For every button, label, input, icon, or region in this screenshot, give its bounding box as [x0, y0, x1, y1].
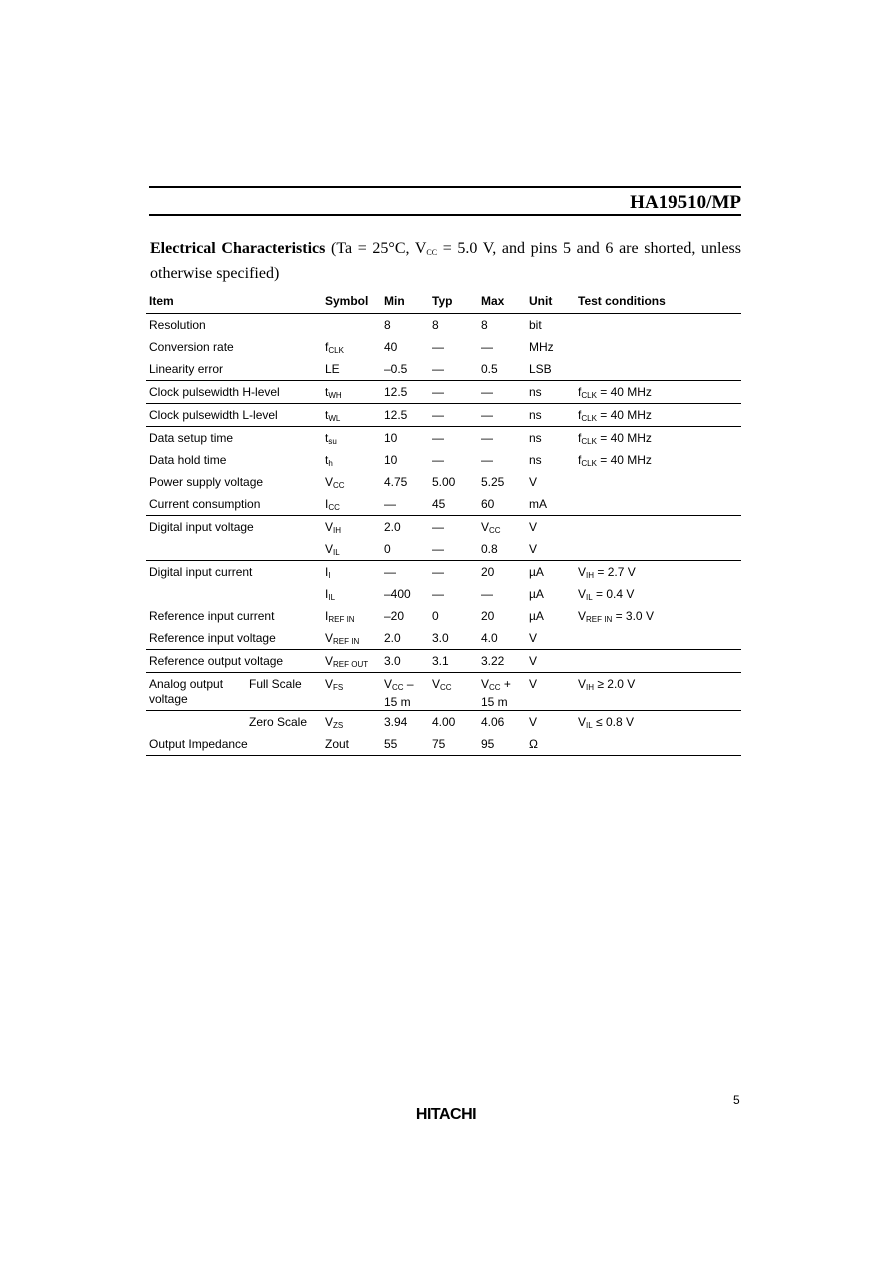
cell-symbol — [325, 497, 340, 512]
condition-post: = 5.0 V, and pins 5 and 6 are shorted, unless otherwise specified) — [150, 240, 742, 282]
max-text: — — [481, 340, 493, 354]
cell-min: –20 — [384, 609, 405, 623]
cell-max: 95 — [481, 737, 495, 751]
cond-sub: CLK — [581, 391, 597, 400]
cell-item: Output Impedance — [149, 737, 248, 751]
cell-condition — [578, 431, 652, 446]
cell-min: –0.5 — [384, 362, 408, 376]
cell-unit: ns — [529, 453, 542, 467]
cell-unit: µA — [529, 565, 544, 579]
cell-min: 10 — [384, 453, 398, 467]
cell-symbol — [325, 677, 343, 692]
section-title: Electrical Characteristics — [150, 240, 326, 257]
cell-min: 4.75 — [384, 475, 408, 489]
symbol-text: t — [325, 453, 329, 467]
symbol-text: V — [325, 631, 334, 645]
cell-condition — [578, 453, 652, 468]
symbol-text: t — [325, 408, 329, 422]
cell-typ: 5.00 — [432, 475, 456, 489]
max-sub: CC — [489, 683, 501, 692]
max-sub: CC — [489, 526, 501, 535]
cell-unit: LSB — [529, 362, 552, 376]
cell-unit: V — [529, 542, 538, 556]
cell-typ: 45 — [432, 497, 446, 511]
cell-min: — — [384, 565, 396, 579]
cell-typ: — — [432, 587, 444, 601]
symbol-text: I — [325, 497, 329, 511]
cell-symbol — [325, 385, 342, 400]
cond-text: f — [578, 431, 582, 445]
cell-unit: V — [529, 631, 538, 645]
cond-sub: IL — [586, 593, 593, 602]
cell-min: 0 — [384, 542, 391, 556]
cell-max — [481, 362, 498, 376]
cell-typ: 3.1 — [432, 654, 449, 668]
cell-unit: Ω — [529, 737, 538, 751]
col-unit: Unit — [529, 294, 553, 308]
cell-item: Digital input current — [149, 565, 253, 579]
cond-text: V — [578, 565, 587, 579]
cell-min: 2.0 — [384, 631, 401, 645]
max-text: — — [481, 453, 493, 467]
cell-max: 4.06 — [481, 715, 505, 729]
table-row — [146, 561, 741, 583]
cell-min: 10 — [384, 431, 398, 445]
col-item: Item — [149, 294, 174, 308]
cell-item: Digital input voltage — [149, 520, 254, 534]
cell-max — [481, 318, 488, 332]
cell-unit: V — [529, 475, 538, 489]
table-row-output-impedance — [146, 733, 741, 756]
cell-max — [481, 431, 493, 445]
cell-item: Linearity error — [149, 362, 224, 376]
symbol-sub: IL — [328, 593, 336, 602]
cell-max — [481, 453, 493, 467]
col-typ: Typ — [432, 294, 453, 308]
col-test-conditions: Test conditions — [578, 294, 666, 308]
condition-pre: (Ta = 25°C, V — [325, 240, 427, 257]
cell-typ: 8 — [432, 318, 439, 332]
cond-sub: IL — [586, 721, 593, 730]
cond-sub: IH — [586, 571, 595, 580]
symbol-text: LE — [325, 362, 340, 376]
cell-unit: ns — [529, 431, 542, 445]
cell-max — [481, 631, 498, 645]
symbol-sub: ZS — [333, 721, 344, 730]
cell-typ: — — [432, 431, 444, 445]
cell-item: Conversion rate — [149, 340, 234, 354]
cell-item: Data hold time — [149, 453, 227, 467]
cell-condition — [578, 609, 654, 624]
cell-max — [481, 542, 498, 556]
symbol-sub: h — [328, 459, 333, 468]
table-row — [146, 358, 741, 381]
col-min: Min — [384, 294, 405, 308]
cell-typ: 3.0 — [432, 631, 449, 645]
cell-unit: mA — [529, 497, 547, 511]
cell-unit: V — [529, 715, 538, 729]
cell-condition — [578, 408, 652, 423]
cond-post: = 3.0 V — [612, 609, 654, 623]
table-row — [146, 471, 741, 493]
max-text: 4.0 — [481, 631, 498, 645]
cell-unit: ns — [529, 408, 542, 422]
max-text: 60 — [481, 497, 495, 511]
cond-post: = 40 MHz — [596, 453, 652, 467]
cell-symbol — [325, 715, 343, 730]
cell-symbol — [325, 654, 368, 669]
table-row — [146, 650, 741, 673]
cell-typ: — — [432, 453, 444, 467]
cond-post: = 40 MHz — [596, 385, 652, 399]
analog-item-line2: voltage — [149, 692, 188, 706]
cond-text: V — [578, 587, 587, 601]
cell-max — [481, 654, 504, 668]
cell-item: Resolution — [149, 318, 206, 332]
cell-condition — [578, 677, 635, 692]
max-text: 8 — [481, 318, 488, 332]
table-row — [146, 583, 741, 605]
table-row — [146, 627, 741, 650]
table-body — [146, 314, 741, 673]
cell-min: 8 — [384, 318, 391, 332]
cell-item: Reference output voltage — [149, 654, 284, 668]
cell-typ: — — [432, 408, 444, 422]
symbol-sub: REF OUT — [333, 660, 369, 669]
symbol-text: I — [325, 609, 329, 623]
cell-item: Reference input voltage — [149, 631, 276, 645]
cell-min: 12.5 — [384, 408, 408, 422]
max-text: — — [481, 587, 493, 601]
cell-min: 2.0 — [384, 520, 401, 534]
cell-max — [481, 497, 494, 511]
symbol-text: V — [325, 677, 334, 691]
table-row — [146, 605, 741, 627]
symbol-text: V — [325, 542, 334, 556]
cell-max — [481, 587, 493, 601]
cell-symbol — [325, 542, 340, 557]
max-text: 0.5 — [481, 362, 498, 376]
max-text: 0.8 — [481, 542, 498, 556]
cond-sub: CLK — [581, 459, 597, 468]
col-symbol: Symbol — [325, 294, 369, 308]
cond-post: ≤ 0.8 V — [592, 715, 634, 729]
cell-subitem: Full Scale — [249, 677, 302, 691]
cell-max — [481, 609, 494, 623]
cond-text: V — [578, 609, 587, 623]
cell-max — [481, 385, 493, 399]
cell-min: 3.94 — [384, 715, 408, 729]
cond-sub: IH — [586, 683, 595, 692]
cell-typ: 0 — [432, 609, 439, 623]
cell-unit: V — [529, 520, 538, 534]
cell-min: 40 — [384, 340, 398, 354]
table-row — [146, 538, 741, 561]
cell-condition — [578, 587, 634, 602]
cond-post: = 40 MHz — [596, 408, 652, 422]
cell-min — [384, 677, 414, 710]
cell-max — [481, 565, 494, 579]
cell-typ: — — [432, 542, 444, 556]
cell-condition — [578, 565, 636, 580]
min-text: V — [384, 677, 393, 691]
cell-min: 3.0 — [384, 654, 401, 668]
max-text: — — [481, 385, 493, 399]
cell-typ: 75 — [432, 737, 446, 751]
min-sub: CC — [392, 683, 404, 692]
cell-typ: — — [432, 362, 444, 376]
symbol-sub: CLK — [328, 346, 344, 355]
cell-symbol — [325, 565, 331, 580]
symbol-text: V — [325, 475, 334, 489]
cond-sub: CLK — [581, 437, 597, 446]
cell-min: –400 — [384, 587, 411, 601]
header-rule-bottom — [149, 214, 741, 216]
table-row — [146, 449, 741, 471]
cell-unit: µA — [529, 609, 544, 623]
condition-sub: CC — [426, 248, 438, 257]
cond-sub: CLK — [581, 414, 597, 423]
max-text: 5.25 — [481, 475, 505, 489]
cell-typ — [432, 677, 452, 692]
table-header-row — [146, 290, 741, 314]
page-number: 5 — [733, 1093, 740, 1107]
symbol-sub: REF IN — [328, 615, 355, 624]
cell-min: 12.5 — [384, 385, 408, 399]
symbol-text: V — [325, 654, 334, 668]
cell-min: 55 — [384, 737, 398, 751]
symbol-text: t — [325, 431, 329, 445]
cell-unit: MHz — [529, 340, 554, 354]
cell-condition — [578, 715, 634, 730]
max-text: — — [481, 408, 493, 422]
cell-typ: — — [432, 385, 444, 399]
cell-symbol — [325, 609, 355, 624]
cond-text: f — [578, 408, 582, 422]
cell-item: Current consumption — [149, 497, 261, 511]
symbol-sub: WH — [328, 391, 342, 400]
max-text: V — [481, 520, 490, 534]
cell-symbol — [325, 362, 340, 377]
header-rule-top — [149, 186, 741, 188]
symbol-text: V — [325, 715, 334, 729]
cell-item: Clock pulsewidth L-level — [149, 408, 278, 422]
max-op: + — [500, 677, 511, 691]
cell-symbol — [325, 453, 333, 468]
cell-symbol — [325, 631, 359, 646]
table-row — [146, 427, 741, 449]
symbol-text: I — [325, 565, 329, 579]
symbol-sub: CC — [328, 503, 340, 512]
cond-post: = 40 MHz — [596, 431, 652, 445]
min-line2: 15 m — [384, 695, 411, 709]
document-title: HA19510/MP — [630, 192, 741, 213]
table-row — [146, 381, 741, 404]
cell-unit: µA — [529, 587, 544, 601]
cell-typ: — — [432, 340, 444, 354]
max-text: — — [481, 431, 493, 445]
cell-typ: 4.00 — [432, 715, 456, 729]
typ-sub: CC — [440, 683, 452, 692]
cell-max — [481, 408, 493, 422]
cell-subitem: Zero Scale — [249, 715, 308, 729]
cell-max — [481, 520, 501, 535]
symbol-sub: su — [328, 437, 337, 446]
cell-symbol — [325, 431, 337, 446]
table-row — [146, 404, 741, 427]
typ-text: V — [432, 677, 441, 691]
symbol-sub: REF IN — [333, 637, 360, 646]
cell-condition — [578, 385, 652, 400]
cond-text: V — [578, 677, 587, 691]
cond-text: f — [578, 385, 582, 399]
max-text: 20 — [481, 609, 495, 623]
cell-symbol — [325, 587, 335, 602]
cell-symbol — [325, 340, 344, 355]
symbol-text: I — [325, 587, 329, 601]
cell-symbol: Zout — [325, 737, 350, 751]
max-text: V — [481, 677, 490, 691]
cell-symbol — [325, 520, 341, 535]
table-row — [146, 493, 741, 516]
cell-unit: V — [529, 654, 538, 668]
symbol-sub: CC — [333, 481, 345, 490]
cond-post: ≥ 2.0 V — [594, 677, 636, 691]
cell-max — [481, 475, 504, 489]
cell-item: Clock pulsewidth H-level — [149, 385, 280, 399]
cond-post: = 2.7 V — [594, 565, 636, 579]
cell-item: Power supply voltage — [149, 475, 264, 489]
cond-sub: REF IN — [586, 615, 613, 624]
symbol-sub: WL — [328, 414, 341, 423]
max-line2: 15 m — [481, 695, 508, 709]
cell-unit: V — [529, 677, 538, 691]
cell-unit: bit — [529, 318, 542, 332]
table-row — [146, 336, 741, 358]
cell-symbol — [325, 475, 345, 490]
cond-post: = 0.4 V — [592, 587, 635, 601]
analog-item-line1: Analog output — [149, 677, 224, 691]
max-text: 20 — [481, 565, 495, 579]
cell-max — [481, 677, 511, 710]
section-heading — [150, 238, 741, 284]
cell-max — [481, 340, 493, 354]
table-row — [146, 516, 741, 538]
symbol-text: f — [325, 340, 329, 354]
symbol-text: V — [325, 520, 334, 534]
table-row-analog-zero — [146, 711, 741, 733]
cell-unit: ns — [529, 385, 542, 399]
cell-typ: — — [432, 565, 444, 579]
cell-item: Reference input current — [149, 609, 275, 623]
col-max: Max — [481, 294, 505, 308]
symbol-sub: IH — [333, 526, 342, 535]
min-op: – — [403, 677, 414, 691]
cell-symbol — [325, 408, 340, 423]
table-row-analog-full — [146, 673, 741, 711]
symbol-sub: I — [328, 571, 331, 580]
characteristics-table — [146, 290, 741, 756]
symbol-sub: FS — [333, 683, 344, 692]
symbol-text: t — [325, 385, 329, 399]
cond-text: f — [578, 453, 582, 467]
symbol-sub: IL — [333, 548, 340, 557]
hitachi-logo: HITACHI — [415, 1106, 477, 1123]
max-text: 3.22 — [481, 654, 505, 668]
cell-min: — — [384, 497, 396, 511]
cell-item: Data setup time — [149, 431, 234, 445]
cell-typ: — — [432, 520, 444, 534]
cell-item — [149, 677, 223, 707]
table-row — [146, 314, 741, 336]
cond-text: V — [578, 715, 587, 729]
